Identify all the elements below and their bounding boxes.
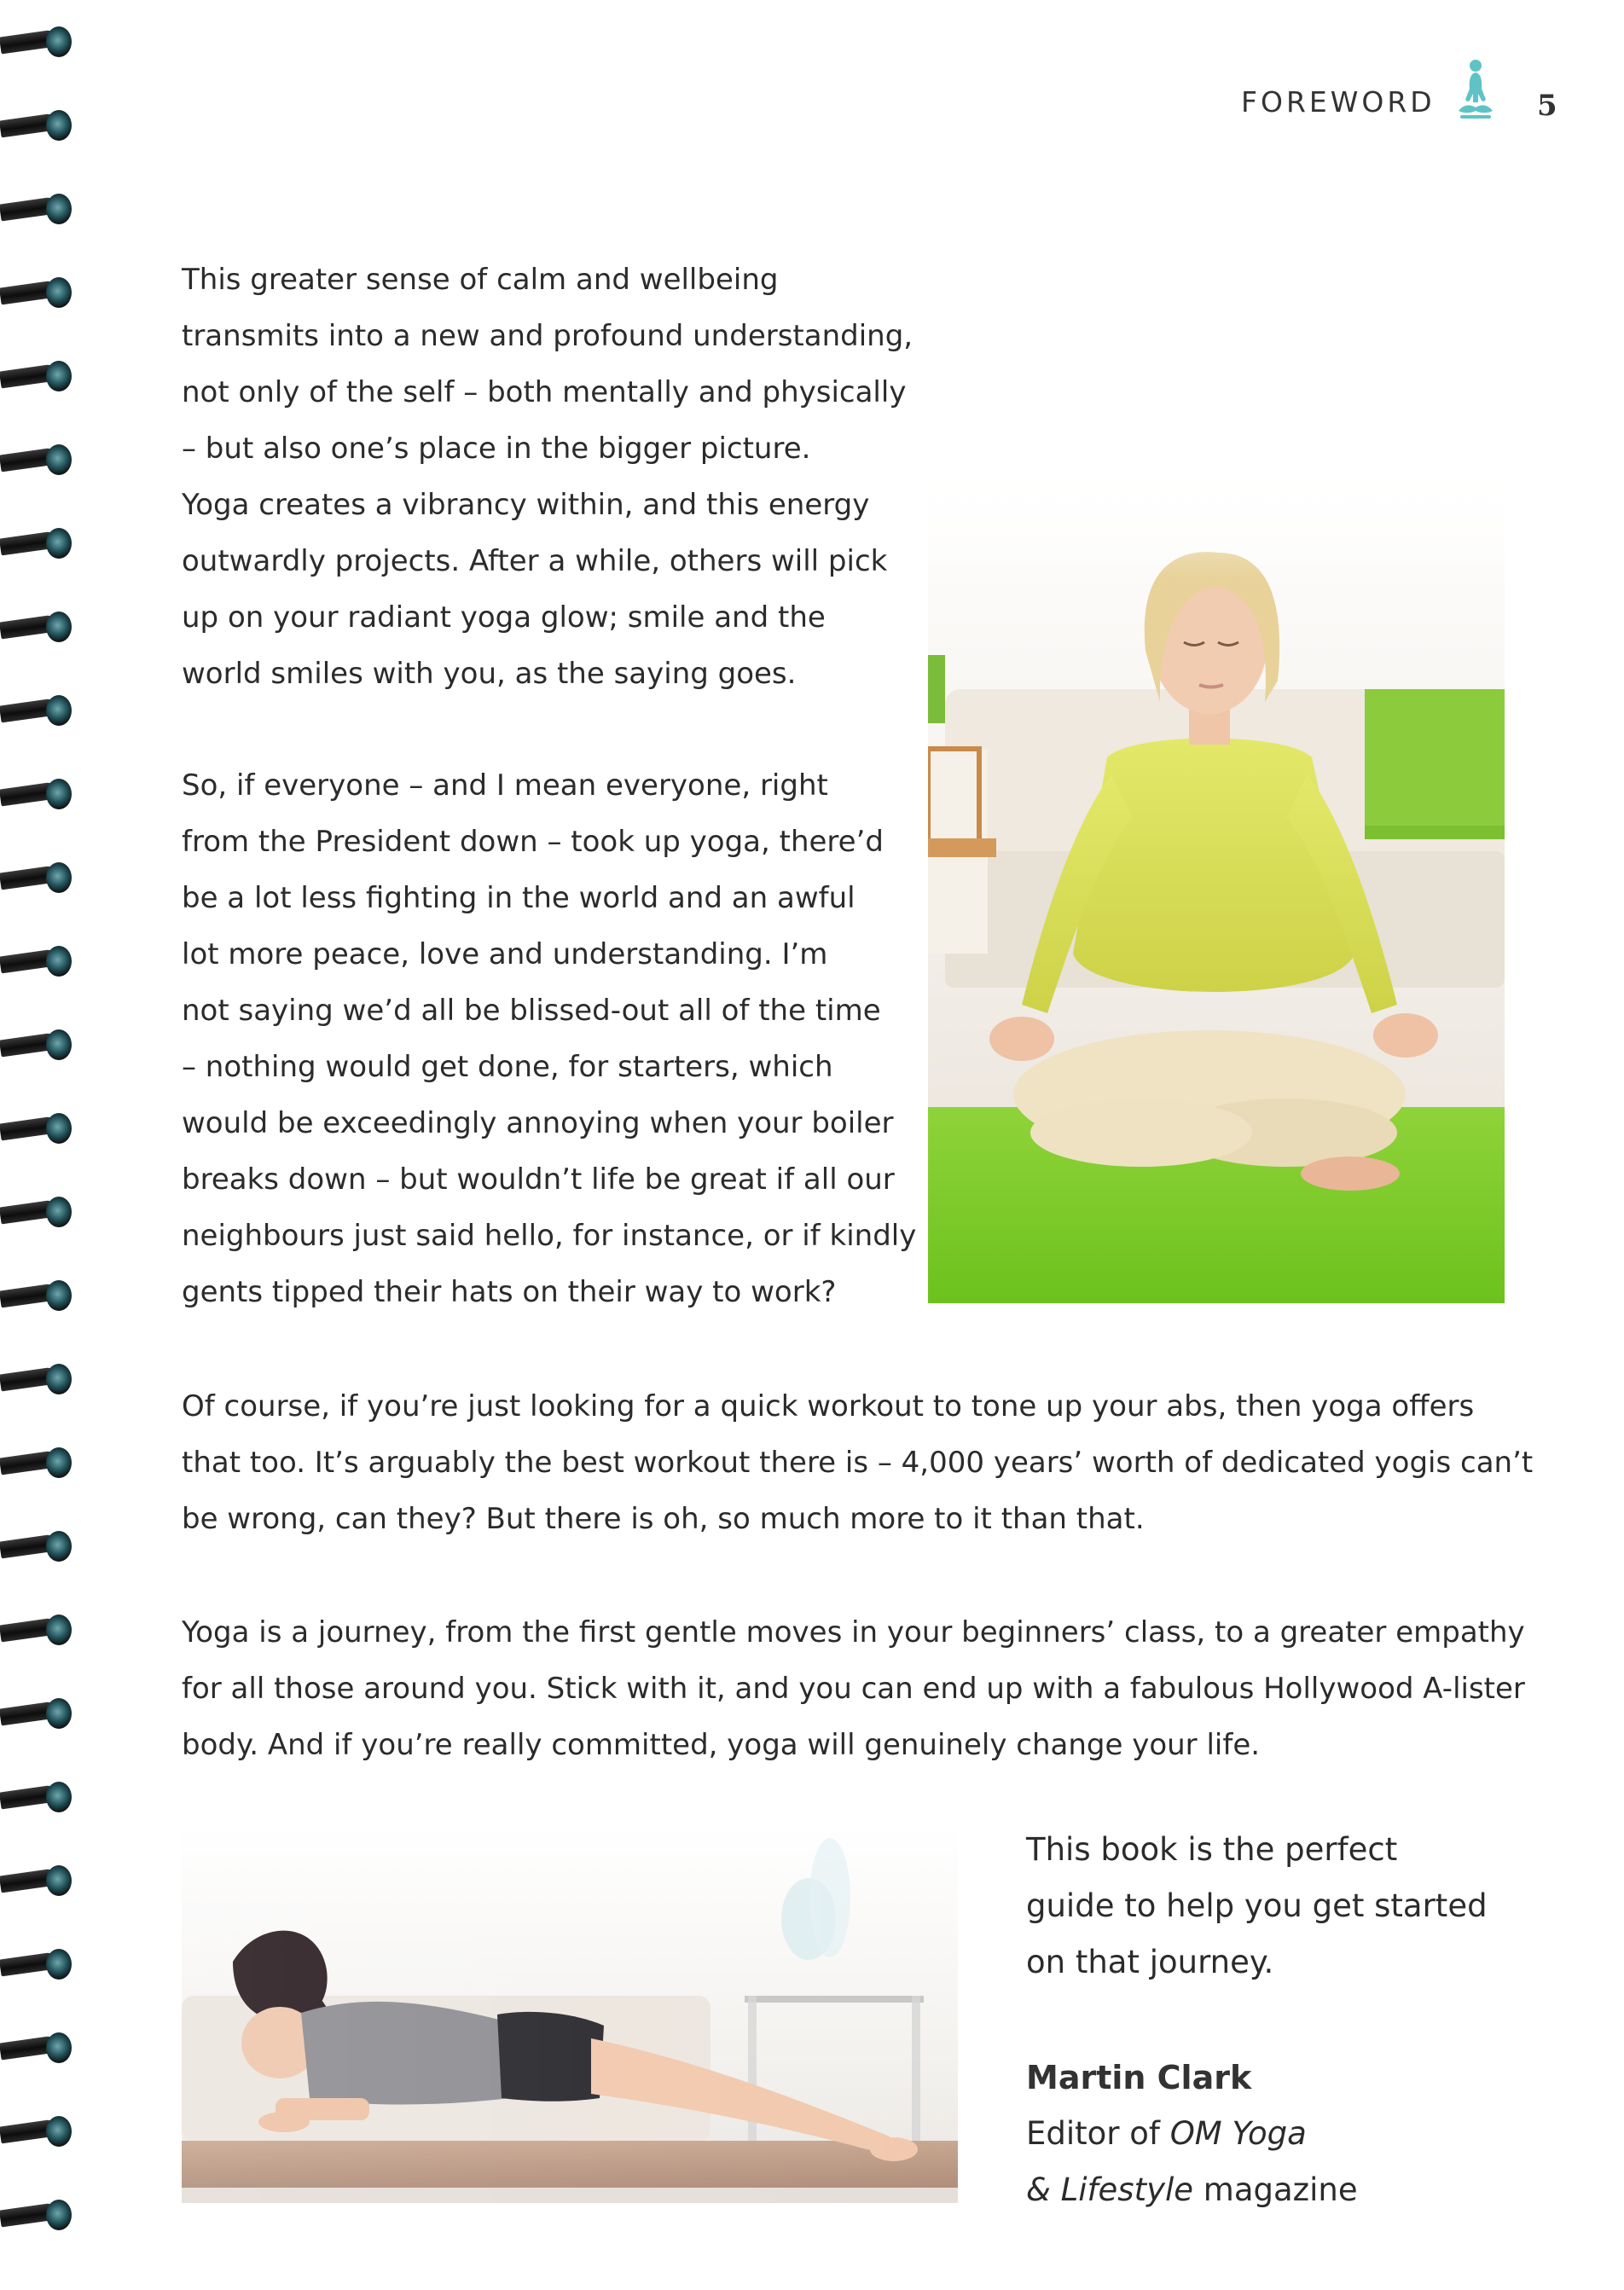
author-role-line2 [1026, 2162, 1358, 2218]
coil-hole [46, 862, 72, 893]
text-line: Yoga is a journey, from the first gentle moves in your beginners’ class, to a greater empathy [182, 1615, 1525, 1649]
spiral-coil [0, 606, 75, 652]
spiral-coil [0, 1944, 75, 1990]
spiral-coil [0, 105, 75, 151]
author-name: Martin Clark [1026, 2059, 1252, 2096]
text-line: world smiles with you, as the saying goes. [182, 657, 797, 691]
paragraph-1 [182, 252, 913, 702]
text-line: – nothing would get done, for starters, which [182, 1050, 833, 1084]
text-line: on that journey. [1026, 1944, 1274, 1980]
coil-hole [46, 110, 72, 141]
text-line: not only of the self – both mentally and physically [182, 375, 907, 409]
text-line: Yoga creates a vibrancy within, and this energy [182, 488, 870, 522]
text-line: be wrong, can they? But there is oh, so much more to it than that. [182, 1502, 1145, 1536]
coil-hole [46, 1447, 72, 1478]
text-line: be a lot less fighting in the world and an awful [182, 881, 856, 915]
coil-hole [46, 26, 72, 57]
spiral-coil [0, 2027, 75, 2073]
spiral-coil [0, 857, 75, 903]
coil-hole [46, 1782, 72, 1812]
coil-hole [46, 1865, 72, 1896]
text-line: for all those around you. Stick with it, and you can end up with a fabulous Hollywood A-lister [182, 1672, 1525, 1706]
text-line: Of course, if you’re just looking for a quick workout to tone up your abs, then yoga offers [182, 1389, 1475, 1423]
magazine-name-part1: OM Yoga [1169, 2115, 1307, 2152]
plank-pose-photo [182, 1825, 958, 2203]
meditation-photo [928, 459, 1505, 1303]
spiral-binding [0, 0, 81, 2290]
spiral-coil [0, 272, 75, 318]
coil-hole [46, 1364, 72, 1394]
author-role [1026, 2106, 1307, 2162]
spiral-coil [0, 1526, 75, 1572]
spiral-coil [0, 1359, 75, 1405]
coil-hole [46, 2032, 72, 2063]
coil-hole [46, 361, 72, 391]
paragraph-3 [182, 1378, 1533, 1547]
spiral-coil [0, 523, 75, 569]
text-line: This greater sense of calm and wellbeing [182, 263, 779, 297]
spiral-coil [0, 774, 75, 820]
coil-hole [46, 194, 72, 224]
spiral-coil [0, 188, 75, 235]
section-label: FOREWORD [1241, 85, 1436, 119]
coil-hole [46, 779, 72, 809]
spiral-coil [0, 1777, 75, 1823]
text-line: guide to help you get started [1026, 1887, 1488, 1924]
text-line: lot more peace, love and understanding. I’m [182, 937, 828, 971]
spiral-coil [0, 356, 75, 402]
magazine-name-part2: & Lifestyle [1026, 2171, 1194, 2208]
coil-hole [46, 528, 72, 559]
spiral-coil [0, 1442, 75, 1488]
spiral-coil [0, 1693, 75, 1739]
text-line: gents tipped their hats on their way to work? [182, 1275, 837, 1309]
paragraph-2 [182, 757, 916, 1320]
spiral-coil [0, 439, 75, 485]
role-prefix: Editor of [1026, 2115, 1170, 2152]
coil-hole [46, 2116, 72, 2147]
text-line: transmits into a new and profound understanding, [182, 319, 914, 353]
coil-hole [46, 1197, 72, 1227]
spiral-coil [0, 2111, 75, 2157]
page-number: 5 [1537, 89, 1557, 123]
spiral-coil [0, 1275, 75, 1321]
coil-hole [46, 1113, 72, 1144]
meditation-figure-icon [1455, 58, 1496, 121]
spiral-coil [0, 1108, 75, 1154]
spiral-coil [0, 1609, 75, 1655]
spiral-coil [0, 1191, 75, 1238]
coil-hole [46, 1029, 72, 1060]
text-line: breaks down – but wouldn’t life be great if all our [182, 1162, 895, 1197]
text-line: that too. It’s arguably the best workout there is – 4,000 years’ worth of dedicated yogis can’t [182, 1446, 1534, 1480]
coil-hole [46, 2200, 72, 2230]
role-suffix: magazine [1193, 2171, 1358, 2208]
spiral-coil [0, 1860, 75, 1906]
text-line: up on your radiant yoga glow; smile and the [182, 600, 826, 635]
coil-hole [46, 1531, 72, 1562]
text-line: So, if everyone – and I mean everyone, right [182, 768, 828, 803]
text-line: neighbours just said hello, for instance, or if kindly [182, 1219, 917, 1253]
spiral-coil [0, 941, 75, 987]
spiral-coil [0, 21, 75, 67]
text-line: not saying we’d all be blissed-out all of the time [182, 994, 881, 1028]
coil-hole [46, 1615, 72, 1645]
coil-hole [46, 1280, 72, 1311]
spiral-coil [0, 690, 75, 736]
text-line: This book is the perfect [1026, 1831, 1398, 1868]
paragraph-4 [182, 1604, 1525, 1773]
coil-hole [46, 612, 72, 642]
text-line: body. And if you’re really committed, yoga will genuinely change your life. [182, 1728, 1261, 1762]
coil-hole [46, 277, 72, 308]
text-line: – but also one’s place in the bigger picture. [182, 432, 811, 466]
coil-hole [46, 946, 72, 977]
closing-text [1026, 1822, 1488, 1991]
coil-hole [46, 695, 72, 726]
spiral-coil [0, 1024, 75, 1070]
coil-hole [46, 1949, 72, 1980]
spiral-coil [0, 2194, 75, 2241]
coil-hole [46, 444, 72, 475]
text-line: would be exceedingly annoying when your boiler [182, 1106, 894, 1140]
text-line: from the President down – took up yoga, there’d [182, 825, 884, 859]
text-line: outwardly projects. After a while, others will pick [182, 544, 888, 578]
coil-hole [46, 1698, 72, 1729]
